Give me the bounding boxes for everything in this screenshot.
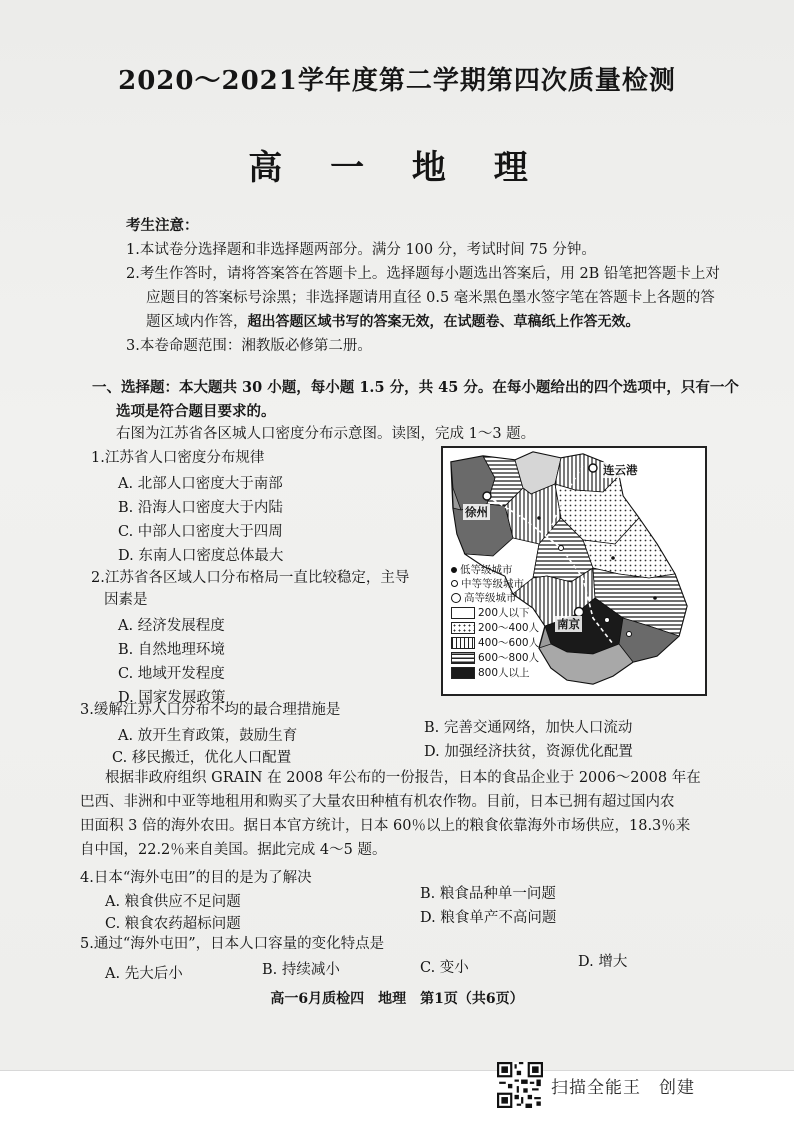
- passage-2-line-1: 根据非政府组织 GRAIN 在 2008 年公布的一份报告，日本的食品企业于 2006～2008 年在: [105, 770, 701, 786]
- q1-option-c[interactable]: C. 中部人口密度大于四周: [118, 524, 283, 540]
- scanner-watermark-text: 扫描全能王 创建: [551, 1077, 695, 1098]
- jiangsu-population-map: [441, 446, 707, 696]
- passage-2-line-2: 巴西、非洲和中亚等地租用和购买了大量农田种植有机农作物。目前，日本已拥有超过国内农: [80, 794, 675, 810]
- notice-emphasis: 超出答题区域书写的答案无效，在试题卷、草稿纸上作答无效。: [247, 314, 640, 330]
- subject-title: 高 一 地 理: [248, 148, 546, 188]
- q5-option-b[interactable]: B. 持续减小: [262, 962, 340, 978]
- passage-2-line-3: 田面积 3 倍的海外农田。据日本官方统计，日本 60％以上的粮食依靠海外市场供应，18.3％来: [80, 818, 691, 834]
- qr-code-icon: [497, 1062, 543, 1108]
- legend-medium-dot-icon: [451, 580, 458, 587]
- scanner-watermark: [497, 1062, 695, 1108]
- q4-option-a[interactable]: A. 粮食供应不足问题: [105, 894, 241, 910]
- q2-option-a[interactable]: A. 经济发展程度: [118, 618, 225, 634]
- q3-option-c[interactable]: C. 移民搬迁，优化人口配置: [112, 750, 292, 766]
- legend-swatch-vertical: [451, 637, 475, 649]
- legend-lt200: 200人以下: [451, 605, 530, 620]
- question-2-stem: 2.江苏省各区域人口分布格局一直比较稳定，主导: [91, 570, 410, 586]
- legend-swatch-black: [451, 667, 475, 679]
- legend-high-city: 高等级城市: [451, 590, 517, 605]
- question-2-stem-cont: 因素是: [104, 592, 148, 608]
- exam-title: 2020～2021学年度第二学期第四次质量检测: [118, 66, 676, 96]
- map-label-nanjing: 南京: [557, 617, 580, 631]
- section-heading-cont: 选项是符合题目要求的。: [116, 403, 276, 420]
- legend-large-dot-icon: [451, 593, 461, 603]
- question-4-stem: 4.日本“海外屯田”的目的是为了解决: [80, 870, 312, 886]
- legend-small-dot-icon: [451, 567, 457, 573]
- question-5-stem: 5.通过“海外屯田”，日本人口容量的变化特点是: [80, 936, 385, 952]
- question-1-stem: 1.江苏省人口密度分布规律: [91, 450, 265, 466]
- q4-option-b[interactable]: B. 粮食品种单一问题: [420, 886, 556, 902]
- notice-item-3: 3.本卷命题范围：湘教版必修第二册。: [126, 338, 372, 354]
- legend-gt800: 800人以上: [451, 665, 530, 680]
- legend-swatch-white: [451, 607, 475, 619]
- q1-option-a[interactable]: A. 北部人口密度大于南部: [118, 476, 283, 492]
- q5-option-d[interactable]: D. 增大: [578, 954, 628, 970]
- legend-400-600: 400～600人: [451, 635, 539, 650]
- legend-mid-city: 中等等级城市: [451, 576, 524, 591]
- notice-item-1: 1.本试卷分选择题和非选择题两部分。满分 100 分，考试时间 75 分钟。: [126, 242, 596, 258]
- q1-option-b[interactable]: B. 沿海人口密度大于内陆: [118, 500, 283, 516]
- passage-1: 右图为江苏省各区城人口密度分布示意图。读图，完成 1～3 题。: [116, 426, 536, 442]
- q5-option-c[interactable]: C. 变小: [420, 960, 469, 976]
- legend-swatch-dotted: [451, 622, 475, 634]
- notice-item-2-cont: 应题目的答案标号涂黑；非选择题请用直径 0.5 毫米黑色墨水签字笔在答题卡上各题的答: [146, 290, 715, 306]
- q3-option-b[interactable]: B. 完善交通网络，加快人口流动: [424, 720, 633, 736]
- page-footer: 高一6月质检四 地理 第1页（共6页）: [270, 991, 524, 1007]
- notice-item-2: 2.考生作答时，请将答案答在答题卡上。选择题每小题选出答案后，用 2B 铅笔把答题卡上对: [126, 266, 720, 282]
- legend-low-city: 低等级城市: [451, 562, 513, 577]
- q1-option-d[interactable]: D. 东南人口密度总体最大: [118, 548, 284, 564]
- q4-option-c[interactable]: C. 粮食农药超标问题: [105, 916, 241, 932]
- notice-item-2-cont2: [146, 312, 640, 332]
- section-heading: 一、选择题：本大题共 30 小题，每小题 1.5 分，共 45 分。在每小题给出的四个选项中，只有一个: [92, 379, 739, 396]
- q2-option-b[interactable]: B. 自然地理环境: [118, 642, 225, 658]
- notice-heading: 考生注意：: [126, 217, 199, 234]
- q4-option-d[interactable]: D. 粮食单产不高问题: [420, 910, 557, 926]
- q3-option-a[interactable]: A. 放开生育政策，鼓励生育: [118, 728, 298, 744]
- q5-option-a[interactable]: A. 先大后小: [105, 966, 183, 982]
- legend-swatch-horizontal: [451, 652, 475, 664]
- question-3-stem: 3.缓解江苏人口分布不均的最合理措施是: [80, 702, 341, 718]
- q2-option-d[interactable]: D. 国家发展政策: [118, 690, 226, 706]
- passage-2-line-4: 自中国，22.2％来自美国。据此完成 4～5 题。: [80, 842, 387, 858]
- legend-200-400: 200～400人: [451, 620, 539, 635]
- map-label-xuzhou: 徐州: [465, 505, 488, 519]
- notice-item-2-text: 题区域内作答，: [146, 314, 248, 330]
- legend-600-800: 600～800人: [451, 650, 539, 665]
- q2-option-c[interactable]: C. 地域开发程度: [118, 666, 225, 682]
- q3-option-d[interactable]: D. 加强经济扶贫，资源优化配置: [424, 744, 633, 760]
- map-label-lianyungang: 连云港: [603, 463, 638, 477]
